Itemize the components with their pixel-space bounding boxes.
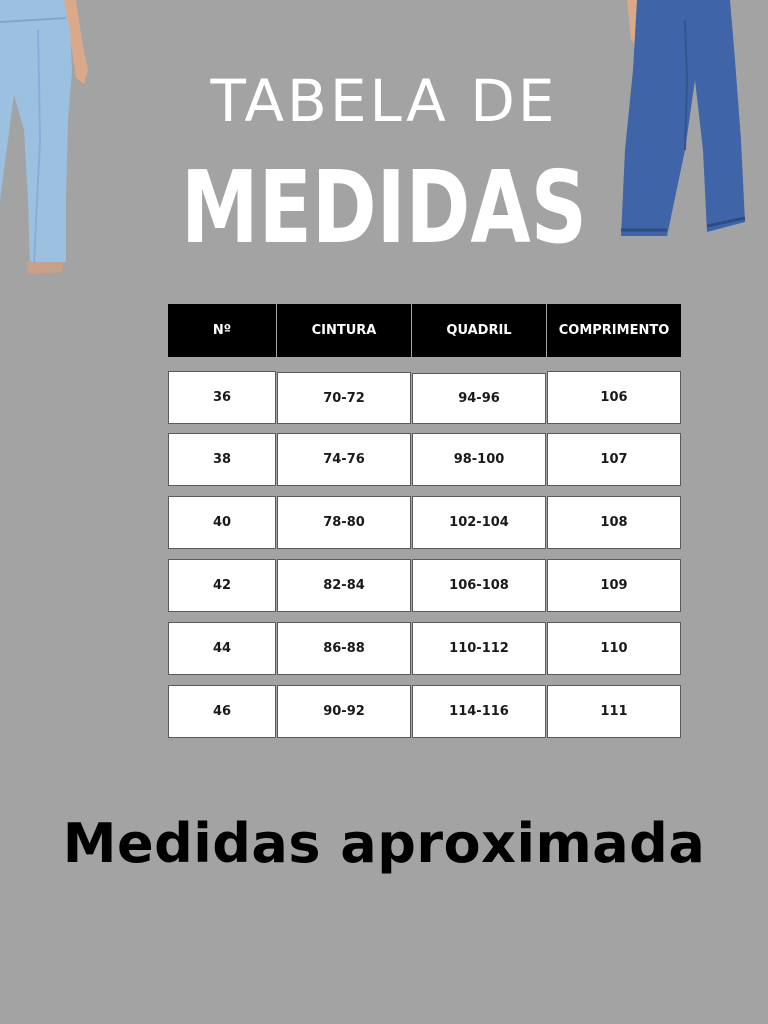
table-cell-length: 108 [547,496,681,549]
table-cell-waist: 82-84 [277,559,411,612]
table-cell-waist: 90-92 [277,685,411,738]
header-cell-hip: QUADRIL [412,304,546,357]
table-cell-length: 109 [547,559,681,612]
table-cell-waist: 70-72 [277,372,411,424]
title-line-2: MEDIDAS [181,149,587,266]
table-cell-size: 40 [168,496,276,549]
table-cell-length: 111 [547,685,681,738]
table-cell-size: 38 [168,433,276,486]
table-cell-size: 36 [168,371,276,424]
header-cell-waist: CINTURA [277,304,411,357]
table-cell-hip: 94-96 [412,373,546,424]
table-cell-waist: 86-88 [277,622,411,675]
table-cell-hip: 106-108 [412,559,546,612]
table-cell-hip: 98-100 [412,433,546,486]
table-cell-size: 42 [168,559,276,612]
table-cell-hip: 110-112 [412,622,546,675]
table-cell-size: 46 [168,685,276,738]
table-cell-waist: 74-76 [277,433,411,486]
table-cell-hip: 114-116 [412,685,546,738]
header-cell-length: COMPRIMENTO [547,304,681,357]
table-cell-length: 107 [547,433,681,486]
table-cell-waist: 78-80 [277,496,411,549]
table-cell-length: 110 [547,622,681,675]
table-cell-hip: 102-104 [412,496,546,549]
table-cell-length: 106 [547,371,681,424]
light-wash-jeans-image [0,0,95,280]
footer-note: Medidas aproximada [62,812,706,875]
title-line-1: TABELA DE [210,67,558,135]
table-cell-size: 44 [168,622,276,675]
header-cell-number: Nº [168,304,276,357]
